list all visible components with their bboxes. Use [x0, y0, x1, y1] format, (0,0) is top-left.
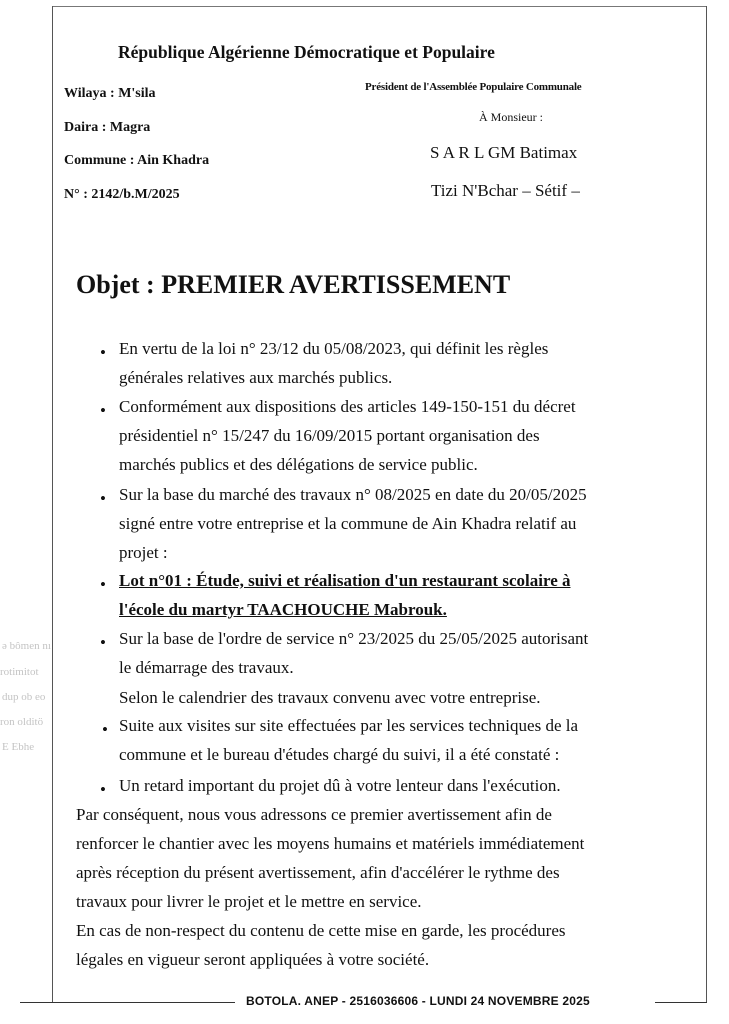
list-item-line: Conformément aux dispositions des articles 149-150-151 du décret	[119, 397, 576, 416]
list-item-line: présidentiel n° 15/247 du 16/09/2015 portant organisation des	[119, 426, 540, 445]
body-paragraph-line: renforcer le chantier avec les moyens humains et matériels immédiatement	[76, 834, 585, 853]
republic-title: République Algérienne Démocratique et Populaire	[118, 42, 495, 62]
list-item-line: Sur la base de l'ordre de service n° 23/2025 du 25/05/2025 autorisant	[119, 629, 589, 648]
list-item-line: Un retard important du projet dû à votre lenteur dans l'exécution.	[119, 776, 561, 795]
body-paragraph-line: travaux pour livrer le projet et le mettre en service.	[76, 892, 422, 911]
wilaya-line: Wilaya : M'sila	[64, 86, 156, 101]
subject-heading: Objet : PREMIER AVERTISSEMENT	[76, 270, 511, 299]
body-paragraph-line: après réception du présent avertissement, afin d'accélérer le rythme des	[76, 863, 560, 882]
lot-title-line: l'école du martyr TAACHOUCHE Mabrouk.	[119, 600, 447, 619]
recipient-name: S A R L GM Batimax	[430, 143, 578, 162]
salutation: À Monsieur :	[479, 110, 543, 124]
footer-rule	[655, 1002, 707, 1003]
bleed-through-text: E Ebhe	[2, 741, 35, 753]
sender-title: Président de l'Assemblée Populaire Communale	[365, 81, 582, 93]
page-border-right	[706, 6, 707, 1002]
list-item-line: projet :	[119, 543, 168, 562]
bullet-dot: •	[100, 489, 106, 508]
bleed-through-text: ə bômen nı	[2, 640, 51, 652]
list-item-line: signé entre votre entreprise et la commune de Ain Khadra relatif au	[119, 514, 577, 533]
list-item-line: Selon le calendrier des travaux convenu avec votre entreprise.	[119, 688, 541, 707]
list-item-line: Sur la base du marché des travaux n° 08/2025 en date du 20/05/2025	[119, 485, 587, 504]
bullet-dot: •	[100, 633, 106, 652]
bullet-dot: •	[100, 343, 106, 362]
page-border-top	[52, 6, 707, 7]
bleed-through-text: ron olditö	[0, 716, 44, 728]
list-item-line: commune et le bureau d'études chargé du suivi, il a été constaté :	[119, 745, 560, 764]
body-paragraph-line: Par conséquent, nous vous adressons ce premier avertissement afin de	[76, 805, 552, 824]
page-border-left	[52, 6, 53, 1002]
recipient-address: Tizi N'Bchar – Sétif –	[431, 181, 580, 200]
reference-number: N° : 2142/b.M/2025	[64, 187, 180, 202]
commune-line: Commune : Ain Khadra	[64, 153, 210, 168]
list-item-line: Suite aux visites sur site effectuées par les services techniques de la	[119, 716, 579, 735]
bullet-dot: •	[100, 401, 106, 420]
body-paragraph-line: En cas de non-respect du contenu de cette mise en garde, les procédures	[76, 921, 566, 940]
lot-title-line: Lot n°01 : Étude, suivi et réalisation d'un restaurant scolaire à	[119, 571, 571, 590]
publication-footer: BOTOLA. ANEP - 2516036606 - LUNDI 24 NOVEMBRE 2025	[246, 994, 590, 1008]
bullet-dot: •	[102, 720, 108, 739]
body-paragraph-line: légales en vigueur seront appliquées à votre société.	[76, 950, 430, 969]
list-item-line: générales relatives aux marchés publics.	[119, 368, 393, 387]
bleed-through-text: rotimitot	[0, 666, 39, 678]
bullet-dot: •	[100, 575, 106, 594]
bullet-dot: •	[100, 780, 106, 799]
bleed-through-text: dup ob eo	[2, 691, 46, 703]
list-item-line: En vertu de la loi n° 23/12 du 05/08/2023, qui définit les règles	[119, 339, 549, 358]
daira-line: Daira : Magra	[64, 120, 151, 135]
footer-rule	[20, 1002, 235, 1003]
list-item-line: le démarrage des travaux.	[119, 658, 294, 677]
list-item-line: marchés publics et des délégations de service public.	[119, 455, 478, 474]
